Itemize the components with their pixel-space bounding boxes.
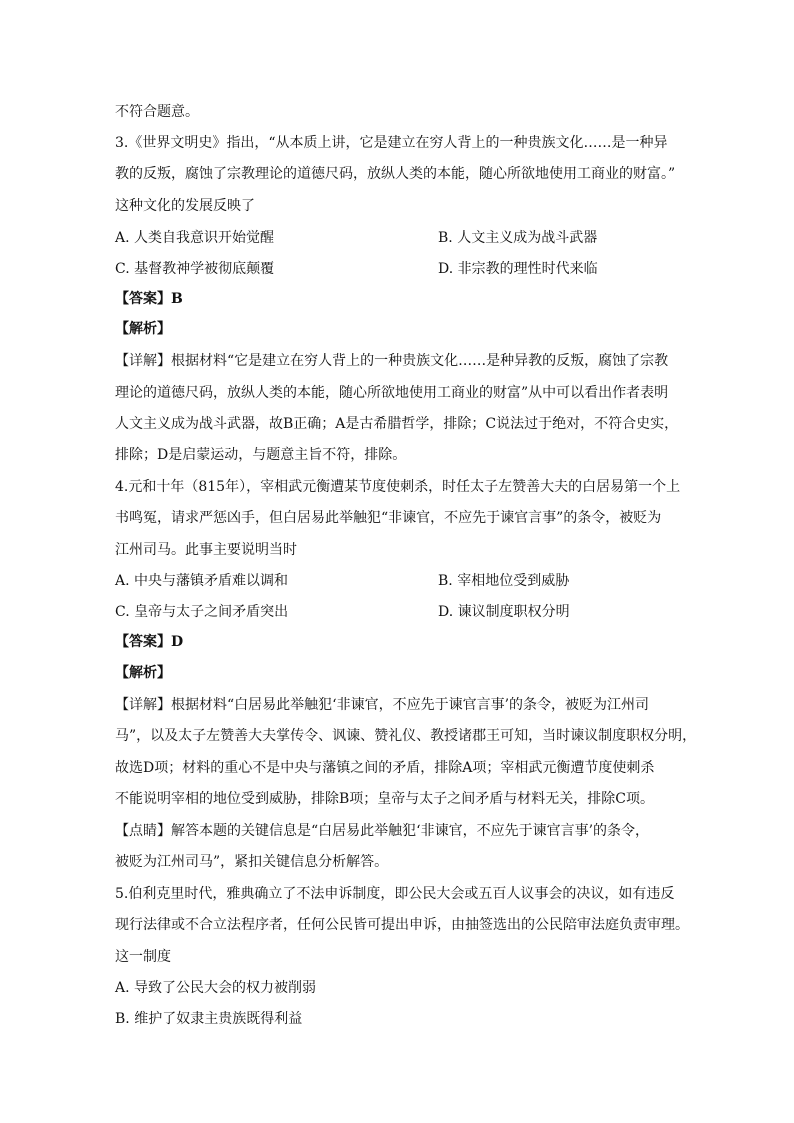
question-5-stem: 5.伯利克里时代，雅典确立了不法申诉制度，即公民大会或五百人议事会的决议，如有违反 xyxy=(115,886,675,902)
question-4-option-a: A. 中央与藩镇矛盾难以调和 xyxy=(115,573,289,589)
question-3-explanation: 人文主义成为战斗武器，故B正确；A是古希腊哲学，排除；C说法过于绝对，不符合史实， xyxy=(115,416,679,432)
question-5-option-a: A. 导致了公民大会的权力被削弱 xyxy=(115,980,317,996)
question-4-option-d: D. 谏议制度职权分明 xyxy=(438,604,570,620)
question-3-explanation: 排除；D是启蒙运动，与题意主旨不符，排除。 xyxy=(115,447,407,463)
question-4-analysis-heading: 【解析】 xyxy=(115,665,171,681)
question-3-stem: 3.《世界文明史》指出，“从本质上讲，它是建立在穷人背上的一种贵族文化……是一种异 xyxy=(115,135,668,151)
question-3-stem: 这种文化的发展反映了 xyxy=(115,198,255,214)
question-3-option-b: B. 人文主义成为战斗武器 xyxy=(438,230,598,246)
question-3-stem: 教的反叛，腐蚀了宗教理论的道德尺码，放纵人类的本能，随心所欲地使用工商业的财富。” xyxy=(115,166,676,182)
question-3-option-d: D. 非宗教的理性时代来临 xyxy=(438,261,598,277)
question-4-option-c: C. 皇帝与太子之间矛盾突出 xyxy=(115,604,289,620)
question-4-key-point: 被贬为江州司马”，紧扣关键信息分析解答。 xyxy=(115,854,389,870)
question-4-explanation: 【详解】根据材料“白居易此举触犯‘非谏官，不应先于谏官言事’的条令，被贬为江州司 xyxy=(115,697,650,713)
question-4-option-b: B. 宰相地位受到威胁 xyxy=(438,573,570,589)
question-3-option-c: C. 基督教神学被彻底颠覆 xyxy=(115,261,275,277)
answer-continuation: 不符合题意。 xyxy=(115,104,199,120)
question-4-stem: 4.元和十年（815年），宰相武元衡遭某节度使刺杀，时任太子左赞善大夫的白居易第一个上 xyxy=(115,479,681,495)
question-3-answer: 【答案】B xyxy=(115,291,183,307)
question-3-option-a: A. 人类自我意识开始觉醒 xyxy=(115,230,275,246)
question-3-explanation: 【详解】根据材料“它是建立在穷人背上的一种贵族文化……是种异教的反叛，腐蚀了宗教 xyxy=(115,353,669,369)
question-3-explanation: 理论的道德尺码，放纵人类的本能，随心所欲地使用工商业的财富”从中可以看出作者表明 xyxy=(115,385,669,401)
question-4-answer: 【答案】D xyxy=(115,634,184,650)
question-4-stem: 江州司马。此事主要说明当时 xyxy=(115,542,297,558)
question-5-option-b: B. 维护了奴隶主贵族既得利益 xyxy=(115,1011,303,1027)
question-5-stem: 现行法律或不合立法程序者，任何公民皆可提出申诉，由抽签选出的公民陪审法庭负责审理。 xyxy=(115,917,689,933)
question-4-explanation: 故选D项；材料的重心不是中央与藩镇之间的矛盾，排除A项；宰相武元衡遭节度使刺杀 xyxy=(115,760,655,776)
question-4-explanation: 马”，以及太子左赞善大夫掌传令、讽谏、赞礼仪、教授诸郡王可知，当时谏议制度职权分明， xyxy=(115,728,697,744)
question-4-key-point: 【点睛】解答本题的关键信息是“白居易此举触犯‘非谏官，不应先于谏官言事’的条令， xyxy=(115,823,650,839)
question-4-stem: 书鸣冤，请求严惩凶手，但白居易此举触犯“非谏官，不应先于谏官言事”的条令，被贬为 xyxy=(115,510,662,526)
question-4-explanation: 不能说明宰相的地位受到威胁，排除B项；皇帝与太子之间矛盾与材料无关，排除C项。 xyxy=(115,791,654,807)
question-5-stem: 这一制度 xyxy=(115,949,171,965)
question-3-analysis-heading: 【解析】 xyxy=(115,321,171,337)
